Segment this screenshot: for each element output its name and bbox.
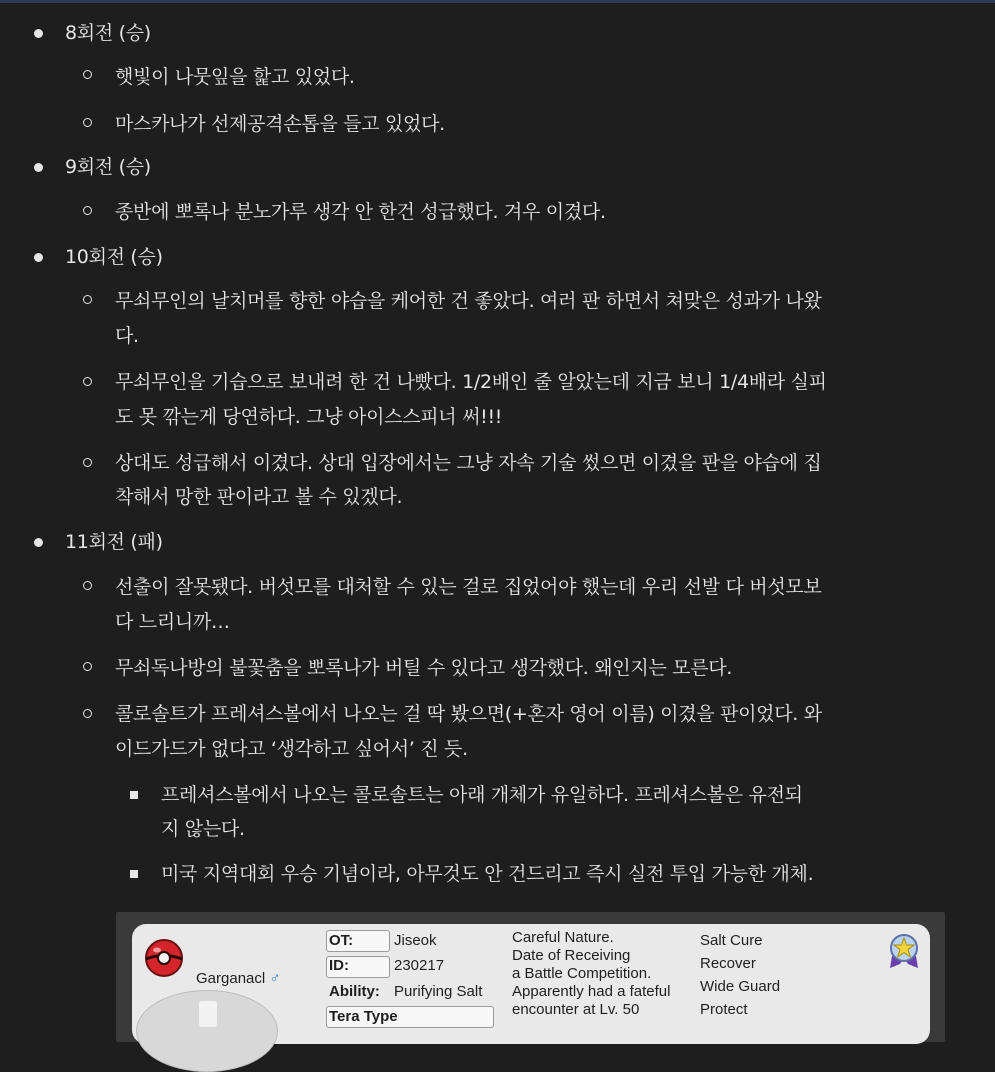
pokemon-sprite [199, 1001, 217, 1027]
sub-bullet [83, 662, 92, 671]
note-line: 무쇠독나방의 불꽃춤을 뽀록나가 버틸 수 있다고 생각했다. 왜인지는 모른다. [115, 657, 733, 679]
sub-bullet [83, 206, 92, 215]
note-line: 햇빛이 나뭇잎을 핥고 있었다. [115, 66, 355, 88]
pokemon-name [196, 970, 281, 988]
sub-bullet [83, 709, 92, 718]
sub-bullet [83, 295, 92, 304]
subnote-line: 미국 지역대회 우승 기념이라, 아무것도 안 건드리고 즉시 실전 투입 가능한 개체. [161, 863, 814, 885]
memo-line: Careful Nature. [512, 929, 614, 946]
sub-bullet [83, 377, 92, 386]
field-label: Ability: [329, 983, 380, 1000]
note-line: 이드가드가 없다고 ‘생각하고 싶어서’ 진 듯. [115, 738, 468, 760]
field-value: 230217 [394, 957, 445, 974]
sub-bullet [83, 581, 92, 590]
gender-icon: ♂ [269, 970, 281, 987]
top-border [0, 0, 995, 3]
note-line: 다 느리니까… [115, 611, 230, 633]
subnote-line: 지 않는다. [161, 818, 245, 840]
note-line: 다. [115, 325, 139, 347]
list-bullet [34, 29, 43, 38]
note-line: 상대도 성급해서 이겼다. 상대 입장에서는 그냥 자속 기술 썼으면 이겼을 판을 야습에 집 [115, 452, 822, 474]
move-name: Salt Cure [700, 932, 763, 949]
sub-bullet [83, 118, 92, 127]
move-name: Wide Guard [700, 978, 781, 995]
pokemon-name-text: Garganacl [196, 970, 266, 987]
note-line: 도 못 깎는게 당연하다. 그냥 아이스스피너 써!!! [115, 406, 503, 428]
note-line: 착해서 망한 판이라고 볼 수 있겠다. [115, 486, 403, 508]
precious-ball-icon [144, 938, 184, 978]
field-value: Purifying Salt [394, 983, 483, 1000]
move-name: Protect [700, 1001, 748, 1018]
memo-line: a Battle Competition. [512, 965, 652, 982]
list-bullet [34, 253, 43, 262]
move-name: Recover [700, 955, 756, 972]
sub-bullet [83, 70, 92, 79]
note-line: 무쇠무인의 날치머를 향한 야습을 케어한 건 좋았다. 여러 판 하면서 쳐맞은 성과가 나왔 [115, 290, 822, 312]
round-heading: 8회전 (승) [65, 22, 151, 44]
sprite-frame [136, 990, 278, 1072]
round-heading: 11회전 (패) [65, 531, 163, 553]
memo-line: encounter at Lv. 50 [512, 1001, 640, 1018]
sub-sub-bullet [130, 870, 138, 878]
note-line: 마스카나가 선제공격손톱을 들고 있었다. [115, 113, 445, 135]
list-bullet [34, 163, 43, 172]
sub-bullet [83, 458, 92, 467]
note-line: 선출이 잘못됐다. 버섯모를 대처할 수 있는 걸로 집었어야 했는데 우리 선발 다 버섯모보 [115, 576, 822, 598]
competition-ribbon-icon [886, 930, 922, 970]
note-line: 종반에 뽀록나 분노가루 생각 안 한건 성급했다. 겨우 이겼다. [115, 201, 606, 223]
field-label: Tera Type [329, 1008, 398, 1025]
pokemon-card [132, 924, 930, 1044]
note-line: 콜로솔트가 프레셔스볼에서 나오는 걸 딱 봤으면(+혼자 영어 이름) 이겼을 판이었다. 와 [115, 703, 822, 725]
memo-line: Apparently had a fateful [512, 983, 671, 1000]
sub-sub-bullet [130, 791, 138, 799]
field-value: Jiseok [394, 932, 437, 949]
field-label: OT: [329, 932, 354, 949]
memo-line: Date of Receiving [512, 947, 631, 964]
subnote-line: 프레셔스볼에서 나오는 콜로솔트는 아래 개체가 유일하다. 프레셔스볼은 유전되 [161, 784, 803, 806]
round-heading: 9회전 (승) [65, 156, 151, 178]
list-bullet [34, 538, 43, 547]
note-line: 무쇠무인을 기습으로 보내려 한 건 나빴다. 1/2배인 줄 알았는데 지금 보니 1/4배라 실피 [115, 371, 827, 393]
round-heading: 10회전 (승) [65, 246, 163, 268]
field-label: ID: [329, 957, 349, 974]
